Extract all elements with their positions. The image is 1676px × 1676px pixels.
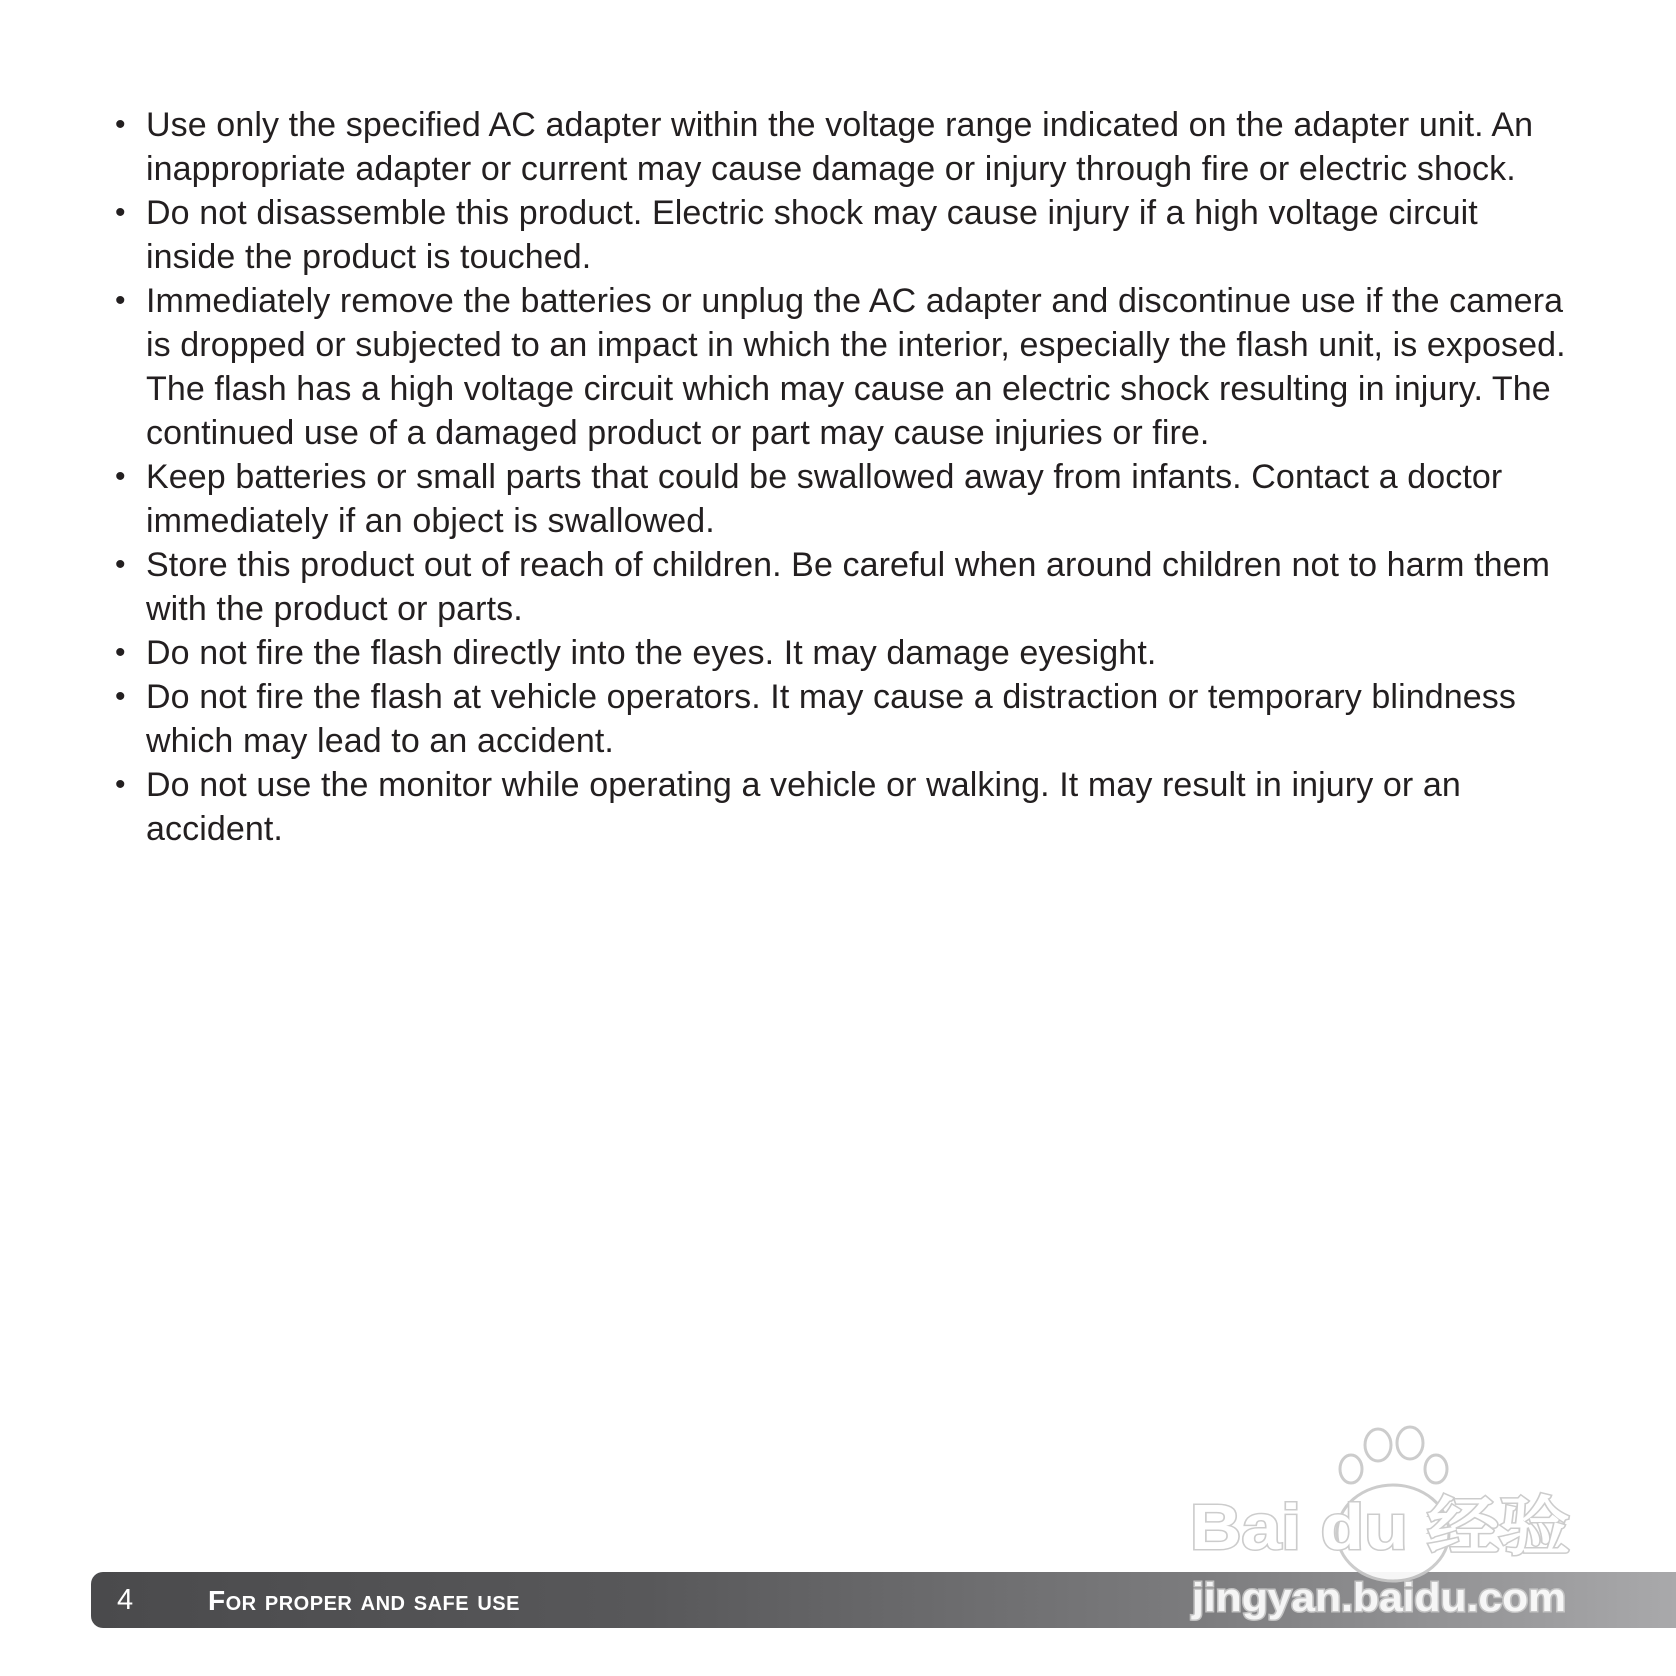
list-item-text: Store this product out of reach of children. Be careful when around children not to harm them with the product or parts. [146, 546, 1551, 628]
list-item [115, 543, 1575, 631]
list-item-text: Do not disassemble this product. Electric shock may cause injury if a high voltage circuit inside the product is touched. [146, 194, 1478, 276]
list-item [115, 191, 1575, 279]
list-item-text: Do not fire the flash at vehicle operators. It may cause a distraction or temporary blindness which may lead to an accident. [146, 678, 1516, 760]
baidu-paw-logo-icon [1188, 1425, 1580, 1625]
list-item-text: Keep batteries or small parts that could be swallowed away from infants. Contact a doctor immediately if an object is swallowed. [146, 458, 1503, 540]
list-item [115, 279, 1575, 455]
baidu-jingyan-watermark [1188, 1425, 1580, 1625]
watermark-brand-text: Bai du 经验 [1190, 1491, 1570, 1563]
bullet-icon: • [115, 768, 126, 801]
list-item-text: Do not fire the flash directly into the eyes. It may damage eyesight. [146, 634, 1157, 672]
bullet-icon: • [115, 284, 126, 317]
bullet-icon: • [115, 680, 126, 713]
list-item [115, 455, 1575, 543]
list-item [115, 103, 1575, 191]
list-item [115, 631, 1575, 675]
bullet-icon: • [115, 636, 126, 669]
list-item [115, 763, 1575, 851]
watermark-url-text: jingyan.baidu.com [1190, 1576, 1566, 1620]
safety-warnings-list [115, 103, 1575, 851]
bullet-icon: • [115, 548, 126, 581]
page-number: 4 [117, 1584, 134, 1616]
bullet-icon: • [115, 460, 126, 493]
bullet-icon: • [115, 196, 126, 229]
bullet-icon: • [115, 108, 126, 141]
list-item-text: Immediately remove the batteries or unplug the AC adapter and discontinue use if the camera is dropped or subjected to an impact in which the interior, especially the flash unit, is exposed. The flash has a high voltage circuit which may cause an electric shock resulting in injury. The continued use of a damaged product or part may cause injuries or fire. [146, 282, 1566, 452]
list-item-text: Use only the specified AC adapter within the voltage range indicated on the adapter unit. An inappropriate adapter or current may cause damage or injury through fire or electric shock. [146, 106, 1534, 188]
list-item-text: Do not use the monitor while operating a vehicle or walking. It may result in injury or an accident. [146, 766, 1461, 848]
section-title: For proper and safe use [208, 1585, 520, 1616]
list-item [115, 675, 1575, 763]
